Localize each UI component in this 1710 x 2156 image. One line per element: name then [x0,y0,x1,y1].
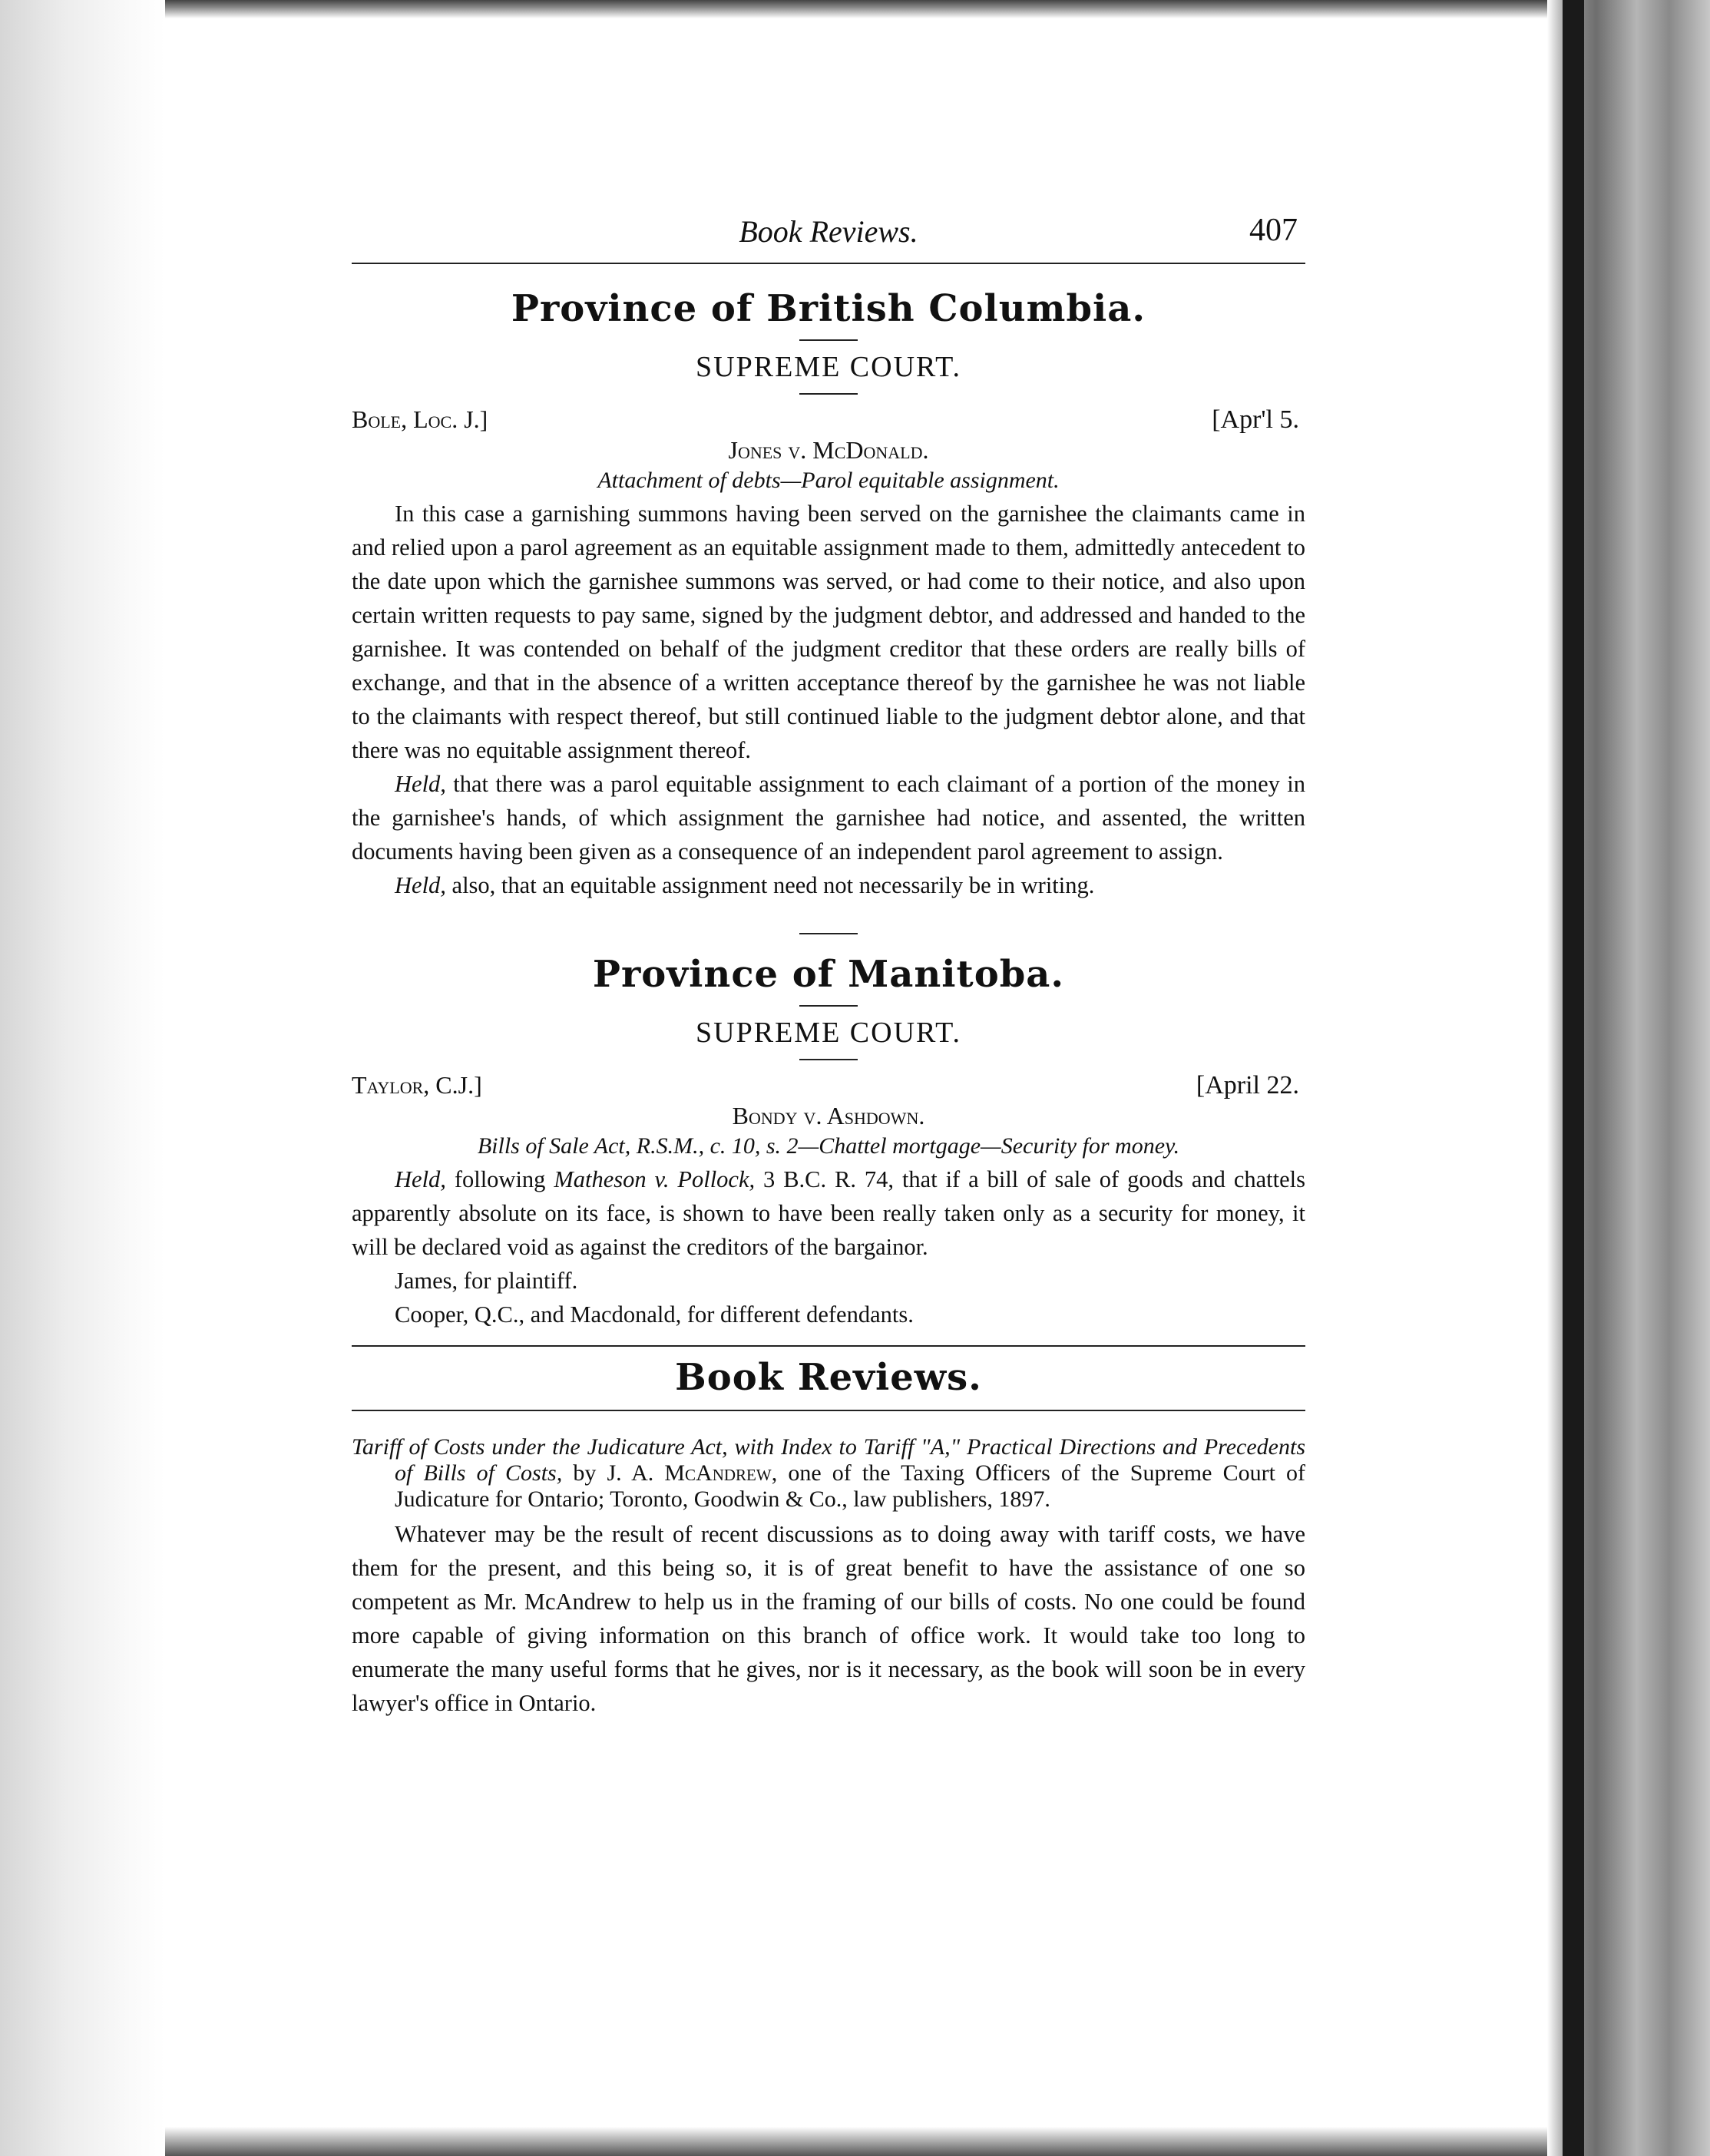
counsel-line [352,1264,1305,1298]
case-subject: Attachment of debts—Parol equitable assignment. [597,468,1060,493]
case-date: [April 22. [1196,1071,1299,1099]
book-title: Tariff of Costs under the Judicature Act, with Index to Tariff "A," Practical Directions and Precedents of Bills of Costs, [352,1434,1305,1486]
counsel-name: James, [395,1268,458,1294]
divider [352,1410,1305,1411]
counsel-name: Macdonald, [570,1301,682,1328]
judge-name: Bole, Loc. J.] [352,405,488,433]
scan-binding-shadow [1563,0,1584,2156]
section-heading: Book Reviews. [675,1356,982,1399]
case-date: [Apr'l 5. [1212,405,1299,434]
section-manitoba [352,953,1305,1331]
held-label: Held, [395,771,446,797]
citation-rest: one of the Taxing Officers of the Supreme Court of Judicature for Ontario; Toronto, Goodwin & Co., law publishers, 1897. [395,1460,1306,1512]
section-book-reviews [352,1356,1305,1720]
held-label: Held, [395,1166,446,1192]
held-citation: Matheson v. Pollock, [554,1166,756,1192]
divider [799,339,858,341]
counsel-line [352,1298,1305,1331]
scan-top-edge [165,0,1547,18]
held-text: that there was a parol equitable assignment to each claimant of a portion of the money in the garnishee's hands, of which assignment the garnishee had notice, and assented, the written documents having been given as a consequence of an independent parol agreement to assign. [352,771,1305,865]
judge-row [352,405,1305,439]
page [352,207,1305,1720]
held-paragraph [352,868,1305,902]
review-citation [352,1434,1305,1513]
held-paragraph [352,1162,1305,1264]
court-name: SUPREME COURT. [696,351,961,383]
citation-by: by J. A. [562,1460,665,1486]
case-name: Bondy v. Ashdown. [732,1102,925,1129]
held-paragraph [352,767,1305,868]
divider [799,1059,858,1060]
judge-row [352,1071,1305,1105]
held-text: also, that an equitable assignment need not necessarily be in writing. [445,872,1095,898]
held-following: following [445,1166,554,1192]
divider [799,1005,858,1007]
judge-name: Taylor, C.J.] [352,1071,482,1099]
scan-bottom-edge [165,2127,1547,2156]
case-name: Jones v. McDonald. [728,436,929,464]
case-subject: Bills of Sale Act, R.S.M., c. 10, s. 2—Chattel mortgage—Security for money. [477,1133,1180,1159]
held-text: 3 B.C. R. 74, that if a bill of sale of goods and chattels apparently absolute on its face, is shown to have been really taken only as a security for money, it will be declared void as against the creditors of the bargainor. [352,1166,1305,1260]
counsel-text: for plaintiff. [458,1268,578,1294]
divider [799,393,858,395]
section-british-columbia [352,287,1305,902]
review-paragraph: Whatever may be the result of recent discussions as to doing away with tariff costs, we have them for the present, and this being so, it is of great benefit to have the assistance of one so competent as Mr. McAndrew to help us in the framing of our bills of costs. No one could be found more capable of giving information on this branch of office work. It would take too long to enumerate the many useful forms that he gives, nor is it necessary, as the book will soon be in every lawyer's office in Ontario. [352,1521,1305,1716]
running-head [352,207,1305,264]
court-name: SUPREME COURT. [696,1017,961,1049]
book-author: McAndrew, [664,1460,778,1486]
page-number: 407 [1249,213,1298,248]
divider [352,1345,1305,1347]
section-heading: Province of Manitoba. [592,953,1065,996]
held-label: Held, [395,872,446,898]
counsel-text: Q.C., and [468,1301,571,1328]
counsel-name: Cooper, [395,1301,469,1328]
running-title: Book Reviews. [739,214,918,249]
section-heading: Province of British Columbia. [511,287,1146,330]
case-paragraph: In this case a garnishing summons having been served on the garnishee the claimants came in and relied upon a parol agreement as an equitable assignment made to them, admittedly antecedent to the date upon which the garnishee summons was served, or had come to their notice, and also upon certain written requests to pay same, signed by the judgment debtor, and addressed and handed to the garnishee. It was contended on behalf of the judgment creditor that these orders are really bills of exchange, and that in the absence of a written acceptance thereof by the garnishee he was not liable to the claimants with respect thereof, but still continued liable to the judgment debtor alone, and that there was no equitable assignment thereof. [352,501,1305,763]
scan-left-edge [0,0,165,2156]
counsel-text: for different defendants. [681,1301,914,1328]
divider [799,933,858,934]
